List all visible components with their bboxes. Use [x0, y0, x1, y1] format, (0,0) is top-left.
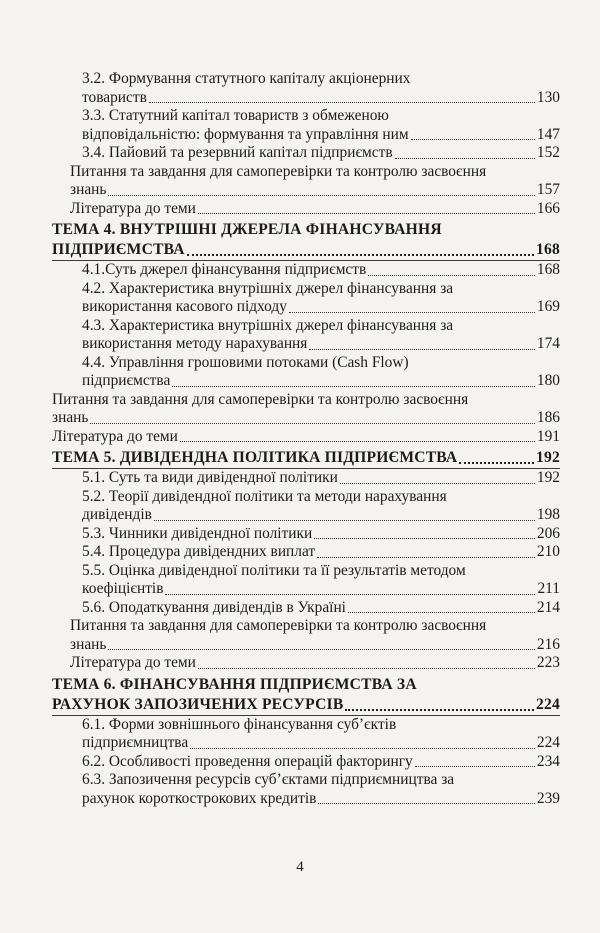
toc-page-number: 198 — [536, 506, 560, 523]
toc-entry-text: рахунок короткострокових кредитів — [82, 789, 317, 807]
toc-page-number: 214 — [536, 598, 560, 616]
toc-entry-row — [82, 525, 560, 544]
toc-entry — [52, 428, 560, 447]
toc-entry — [52, 261, 560, 280]
toc-entry-text: знань — [70, 635, 107, 653]
page-number: 4 — [296, 859, 304, 875]
toc-entry-row — [82, 126, 560, 145]
toc-entry-text: 3.3. Статутний капітал товариств з обмеженою — [82, 107, 389, 124]
toc-entry-text: 6.2. Особливості проведення операцій факторингу — [82, 752, 413, 770]
toc-entry-row — [70, 636, 560, 655]
toc-entry-text: використання методу нарахування — [82, 335, 308, 352]
toc-entry-text: ТЕМА 6. ФІНАНСУВАННЯ ПІДПРИЄМСТВА ЗА — [52, 675, 417, 693]
toc-entry-text: Питання та завдання для самоперевірки та контролю засвоєння — [70, 617, 487, 634]
toc-entry-text: 3.4. Пайовий та резервний капітал підприємств — [82, 144, 393, 161]
dot-leader — [368, 274, 535, 276]
toc-entry-row — [82, 734, 560, 753]
toc-page-number: 186 — [536, 409, 560, 426]
toc-entry-text: Питання та завдання для самоперевірки та контролю засвоєння — [52, 390, 469, 408]
toc-page-number: 210 — [536, 543, 560, 560]
toc-entry-text: 5.5. Оцінка дивідендної політики та її результатів методом — [82, 561, 466, 579]
toc-page-number: 224 — [536, 734, 560, 751]
toc-entry-text: знань — [52, 409, 89, 426]
toc-page-number: 206 — [536, 524, 560, 542]
dot-leader — [154, 519, 535, 521]
toc-entry-row — [82, 298, 560, 317]
toc-entry-row — [52, 409, 560, 428]
dot-leader — [149, 101, 535, 103]
toc-entry — [52, 107, 560, 144]
toc-page-number: 211 — [537, 580, 560, 597]
toc-entry — [52, 599, 560, 618]
toc-chapter-heading — [52, 675, 560, 716]
toc-entry-text: 3.2. Формування статутного капіталу акціонерних — [82, 70, 411, 87]
toc-entry-row — [52, 428, 560, 447]
toc-entry-text: 5.1. Суть та види дивідендної політики — [82, 469, 338, 486]
toc-entry-row — [82, 543, 560, 562]
dot-leader — [345, 708, 534, 711]
dot-leader — [348, 611, 535, 613]
toc-entry-row — [70, 654, 560, 673]
toc-entry — [52, 543, 560, 562]
dot-leader — [411, 138, 535, 140]
toc-entry-row — [82, 372, 560, 391]
toc-page-number: 169 — [536, 298, 560, 315]
toc-page-number: 191 — [536, 427, 560, 445]
toc-page-number: 192 — [536, 449, 560, 466]
toc-page-number: 239 — [536, 789, 560, 807]
toc-entry-text: 4.2. Характеристика внутрішніх джерел фінансування за — [82, 279, 454, 297]
toc-page-number: 234 — [536, 752, 560, 770]
toc-entry-row — [52, 240, 560, 260]
dot-leader — [187, 253, 534, 256]
dot-leader — [317, 556, 535, 558]
toc-entry — [52, 280, 560, 317]
toc-entry — [52, 654, 560, 673]
dot-leader — [395, 157, 535, 159]
toc-chapter-heading — [52, 448, 560, 469]
toc-entry-text: знань — [70, 181, 107, 198]
toc-page-number: 168 — [536, 241, 560, 258]
toc-entry-text: товариств — [82, 88, 147, 106]
toc-entry-row — [82, 599, 560, 618]
toc-entry-text: Література до теми — [70, 199, 196, 217]
toc-page-number: 224 — [536, 695, 560, 713]
dot-leader — [172, 385, 535, 387]
dot-leader — [415, 765, 535, 767]
toc-page-number: 168 — [536, 261, 560, 278]
toc-page-number: 192 — [536, 469, 560, 486]
toc-entry-text: Література до теми — [52, 427, 178, 445]
toc-entry-row — [82, 506, 560, 525]
toc-entry-text: Питання та завдання для самоперевірки та контролю засвоєння — [70, 162, 487, 180]
toc-entry — [52, 525, 560, 544]
dot-leader — [459, 461, 534, 464]
toc-entry — [52, 163, 560, 200]
dot-leader — [318, 802, 535, 804]
toc-entry-row — [52, 448, 560, 468]
toc-entry-row — [82, 753, 560, 772]
toc-entry — [52, 753, 560, 772]
toc-entry-text: коефіцієнтів — [82, 580, 164, 597]
dot-leader — [309, 348, 535, 350]
toc-entry-row — [70, 200, 560, 219]
dot-leader — [198, 212, 535, 214]
toc-entry — [52, 488, 560, 525]
toc-entry — [52, 200, 560, 219]
toc-entry — [52, 716, 560, 753]
toc-entry-text: 5.2. Теорії дивідендної політики та методи нарахування — [82, 487, 447, 505]
toc-entry-text: 6.3. Запозичення ресурсів суб’єктами підприємництва за — [82, 771, 455, 788]
toc-entry — [52, 317, 560, 354]
toc-entry-text: 4.4. Управління грошовими потоками (Cash Flow) — [82, 353, 409, 371]
toc-page-number: 216 — [536, 635, 560, 653]
toc-entry-row — [82, 89, 560, 108]
toc-entry — [52, 354, 560, 391]
toc-entry-row — [82, 790, 560, 809]
toc-entry — [52, 391, 560, 428]
toc-entry-row — [82, 144, 560, 163]
toc-entry — [52, 617, 560, 654]
toc-entry — [52, 771, 560, 808]
toc-entry-row — [82, 580, 560, 599]
toc-chapter-heading — [52, 220, 560, 261]
dot-leader — [314, 537, 535, 539]
dot-leader — [180, 440, 535, 442]
toc-entry-text: підприємства — [82, 372, 171, 389]
toc-page-number: 223 — [536, 654, 560, 671]
dot-leader — [108, 194, 535, 196]
toc-entry-row — [82, 335, 560, 354]
toc-entry-text: відповідальністю: формування та управління ним — [82, 125, 409, 143]
toc-page-number: 166 — [536, 199, 560, 217]
dot-leader — [90, 422, 535, 424]
toc-entry-text: 4.1.Суть джерел фінансування підприємств — [82, 261, 367, 278]
table-of-contents — [52, 70, 560, 808]
dot-leader — [108, 648, 535, 650]
toc-entry-text: РАХУНОК ЗАПОЗИЧЕНИХ РЕСУРСІВ — [52, 695, 344, 713]
toc-entry-text: ТЕМА 5. ДИВІДЕНДНА ПОЛІТИКА ПІДПРИЄМСТВА — [52, 449, 458, 466]
toc-page-number: 147 — [536, 125, 560, 143]
toc-entry-row — [52, 695, 560, 715]
toc-entry-text: дивідендів — [82, 506, 152, 523]
toc-page-number: 180 — [536, 372, 560, 389]
toc-entry-text: ТЕМА 4. ВНУТРІШНІ ДЖЕРЕЛА ФІНАНСУВАННЯ — [52, 221, 442, 238]
toc-page-number: 157 — [536, 181, 560, 198]
toc-page-number: 152 — [536, 144, 560, 161]
dot-leader — [190, 747, 535, 749]
toc-page-number: 130 — [536, 88, 560, 106]
dot-leader — [289, 311, 535, 313]
toc-entry-text: Література до теми — [70, 654, 196, 671]
toc-entry-text: ПІДПРИЄМСТВА — [52, 241, 185, 258]
toc-entry-row — [82, 469, 560, 488]
toc-entry-text: 6.1. Форми зовнішнього фінансування суб’єктів — [82, 715, 397, 733]
toc-page-number: 174 — [536, 335, 560, 352]
toc-entry-text: 5.6. Оподаткування дивідендів в Україні — [82, 598, 346, 616]
toc-entry-text: 5.4. Процедура дивідендних виплат — [82, 543, 316, 560]
toc-entry — [52, 70, 560, 107]
toc-entry-text: 5.3. Чинники дивідендної політики — [82, 524, 313, 542]
toc-entry — [52, 469, 560, 488]
dot-leader — [165, 593, 535, 595]
dot-leader — [198, 667, 535, 669]
toc-entry — [52, 562, 560, 599]
toc-entry — [52, 144, 560, 163]
toc-entry-text: використання касового підходу — [82, 298, 287, 315]
dot-leader — [340, 482, 535, 484]
toc-entry-row — [82, 261, 560, 280]
toc-entry-text: підприємництва — [82, 734, 189, 751]
toc-entry-text: 4.3. Характеристика внутрішніх джерел фінансування за — [82, 316, 454, 334]
toc-entry-row — [70, 181, 560, 200]
